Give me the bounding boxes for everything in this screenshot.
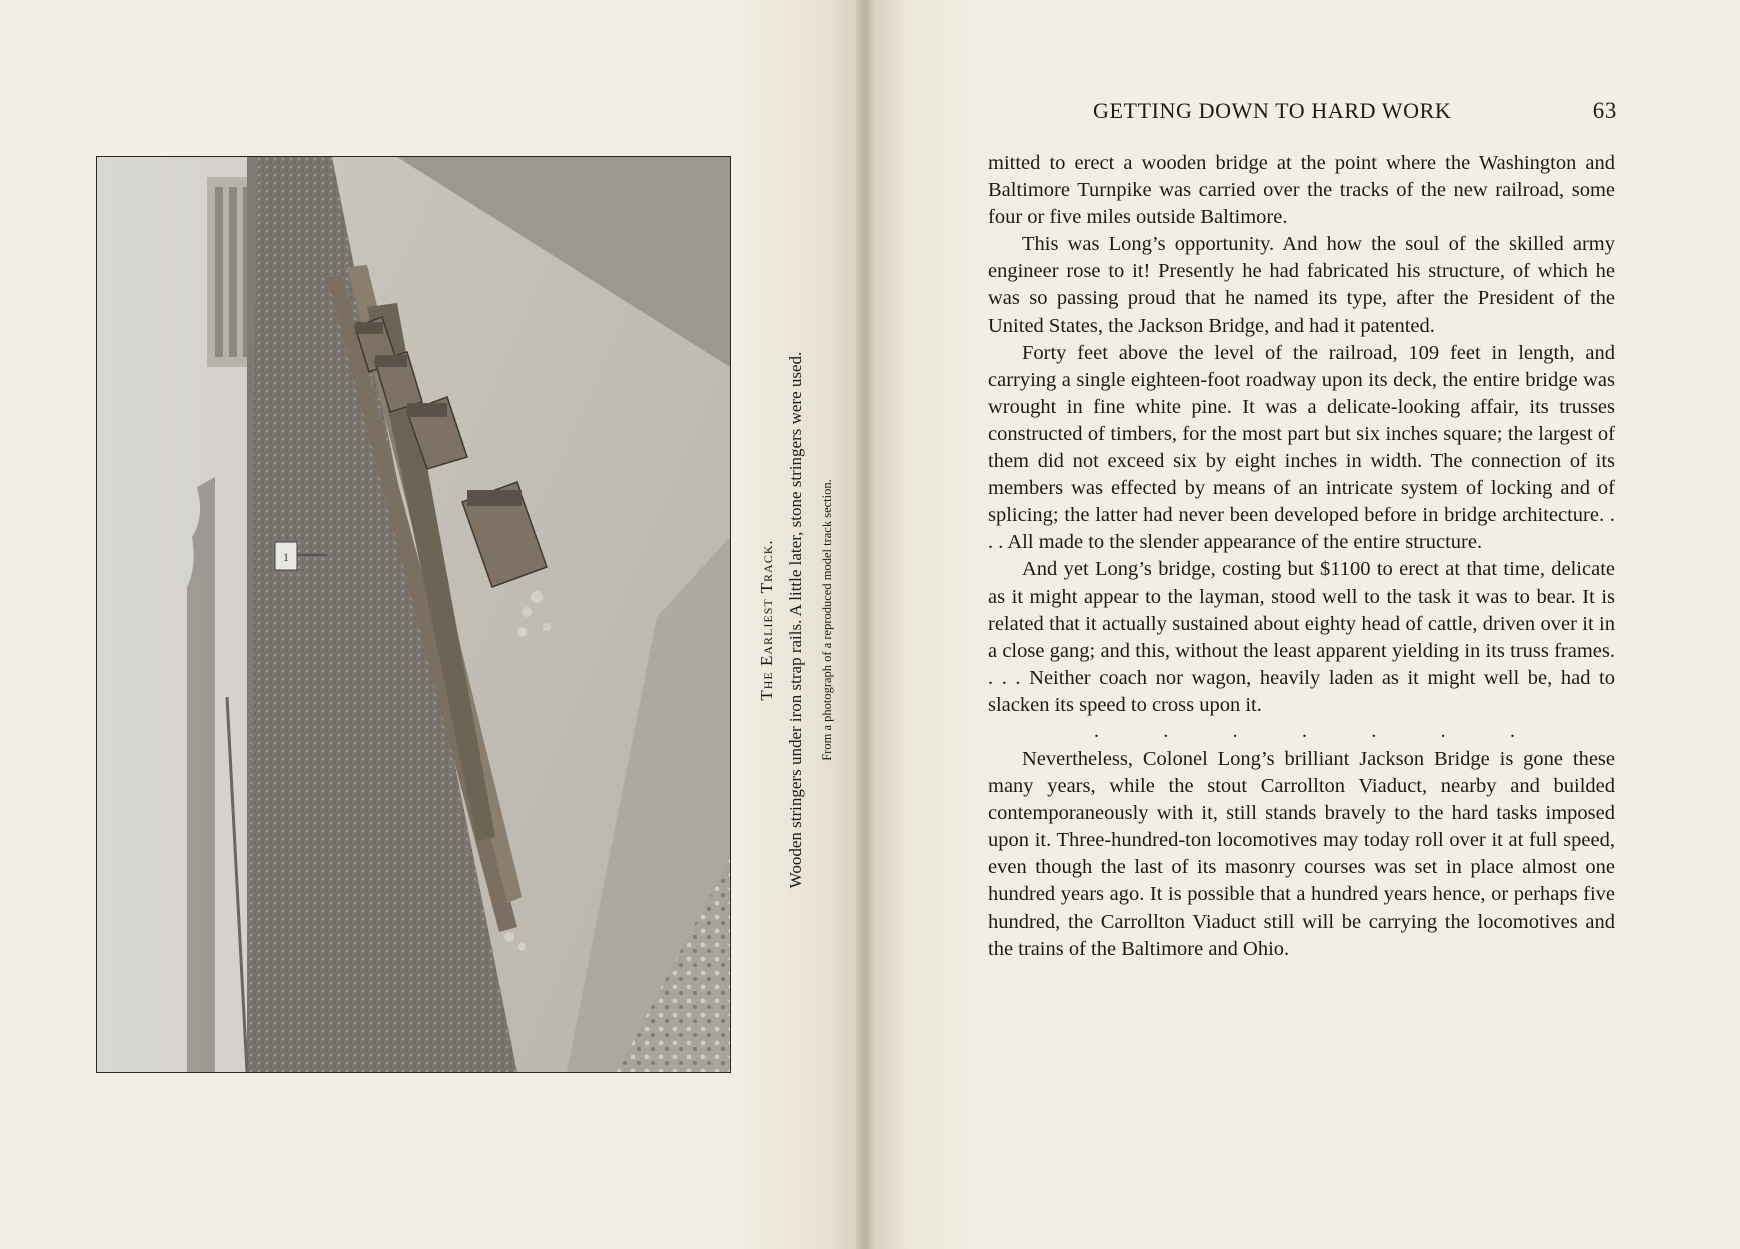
page-number: 63 xyxy=(1592,98,1617,123)
track-photograph xyxy=(96,156,731,1073)
separator-dot: . xyxy=(1440,719,1446,742)
running-head-title: GETTING DOWN TO HARD WORK xyxy=(1093,98,1452,123)
separator-dot: . xyxy=(1094,719,1099,742)
section-separator xyxy=(988,719,1615,746)
separator-dot: . xyxy=(1509,719,1515,742)
sign-text: 1 xyxy=(283,550,289,564)
running-head xyxy=(1093,98,1617,128)
body-text xyxy=(988,150,1615,963)
paragraph: This was Long’s opportunity. And how the soul of the skilled army engineer rose to it! Presently he had fabricated his structure, of which he was so passing proud that he named its type, after the President of the United States, the Jackson Bridge, and had it patented. xyxy=(988,233,1615,337)
paragraph: mitted to erect a wooden bridge at the point where the Washington and Baltimore Turnpike was carried over the tracks of the new railroad, some four or five miles outside Baltimore. xyxy=(988,152,1615,229)
separator-dot: . xyxy=(1232,719,1238,742)
separator-dot: . xyxy=(1163,719,1169,742)
caption-title: The Earliest Track. xyxy=(757,539,776,701)
paragraph: Forty feet above the level of the railroad, 109 feet in length, and carrying a single eighteen-foot roadway upon its deck, the entire bridge was wrought in fine white pine. It was a delicate-looking affair, its trusses constructed of timbers, for the most part but six inches square; the largest of them did not exceed six by eight inches in width. The connection of its members was effected by means of an intricate system of locking and of splicing; the latter had never been developed before in bridge architecture. . . . All made to the slender appearance of the entire structure. xyxy=(988,341,1615,554)
paragraph: And yet Long’s bridge, costing but $1100 to erect at that time, delicate as it might appear to the layman, stood well to the task it was to bear. It is related that it actually sustained about eighty head of cattle, driven over it in a close gang; and this, without the least apparent yielding in its truss frames. . . . Neither coach nor wagon, heavily laden as it might well be, had to slacken its speed to cross upon it. xyxy=(988,558,1615,716)
separator-dot: . xyxy=(1371,719,1377,742)
paragraph-final: Nevertheless, Colonel Long’s brilliant Jackson Bridge is gone these many years, while the stout Carrollton Viaduct, nearby and builded contemporaneously with it, still stands bravely to the hard tasks imposed upon it. Three-hundred-ton locomotives may today roll over it at full speed, even though the last of its masonry courses was set in place almost one hundred years ago. It is possible that a hundred years hence, or perhaps five hundred, the Carrollton Viaduct still will be carrying the locomotives and the trains of the Baltimore and Ohio. xyxy=(988,747,1615,960)
caption-credit: From a photograph of a reproduced model track section. xyxy=(820,479,834,761)
separator-dot: . xyxy=(1301,719,1307,742)
photo-caption xyxy=(752,300,862,940)
left-page xyxy=(0,0,862,1249)
caption-description: Wooden stringers under iron strap rails. A little later, stone stringers were used. xyxy=(786,351,805,889)
